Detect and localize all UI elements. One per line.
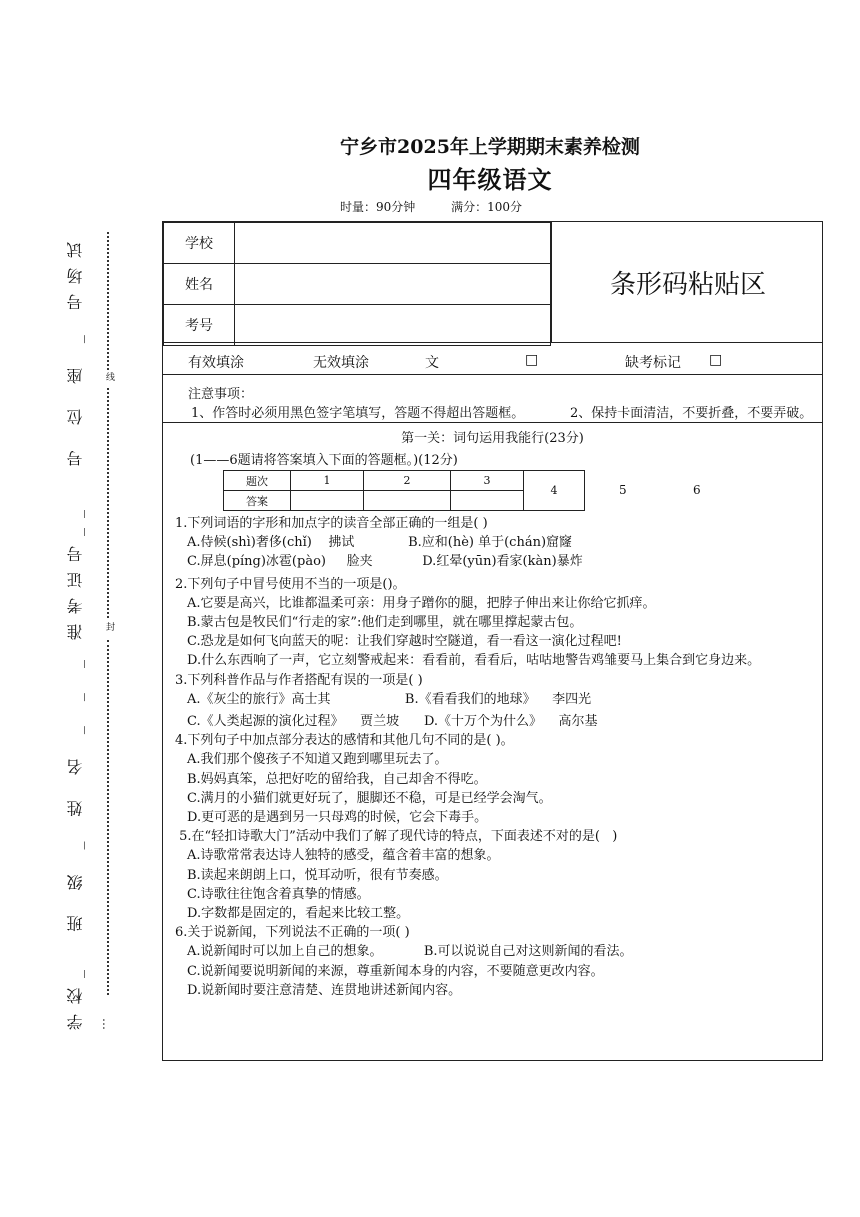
grid-number: 5: [619, 483, 627, 497]
divider: [163, 374, 822, 375]
option: B.妈妈真笨，总把好吃的留给我，自己却舍不得吃。: [187, 771, 487, 787]
invalid-fill-sample: 文: [425, 355, 439, 371]
line-mark: 线: [104, 372, 114, 381]
row-label-answer: 答案: [224, 491, 291, 511]
exam-meta: [340, 198, 554, 215]
exam-number-label: 考号: [164, 305, 235, 346]
question-list: [175, 514, 825, 1000]
option: C.说新闻要说明新闻的来源，尊重新闻本身的内容，不要随意更改内容。: [187, 963, 604, 979]
grid-number: 1: [291, 471, 364, 491]
section-1-title: 第一关：词句运用我能行(23分): [401, 431, 584, 446]
exam-title: 宁乡市2025年上学期期末素养检测: [340, 136, 640, 158]
grid-number: 3: [451, 471, 524, 491]
option: A.侍候(shì)奢侈(chǐ) 拂试 B.应和(hè) 单于(chán)窟窿: [187, 535, 573, 551]
student-info-table: [163, 222, 551, 346]
exam-id-label: 准考证号__: [66, 500, 85, 640]
question-1: 1.下列词语的字形和加点字的读音全部正确的一组是( ): [175, 516, 488, 531]
binding-dotted-line: [107, 232, 109, 370]
school-margin-label: 学校_: [66, 960, 85, 1030]
option: C.屏息(píng)冰雹(pào) 脸夹 D.红晕(yūn)看家(kàn)暴炸: [187, 554, 583, 570]
grid-number: 6: [693, 483, 701, 497]
option: A.诗歌常常表达诗人独特的感受，蕴含着丰富的想象。: [187, 848, 500, 864]
divider: [163, 422, 822, 423]
fill-example-row: [163, 343, 822, 374]
invalid-fill-label: 无效填涂: [313, 355, 369, 371]
question-5: 5.在“轻扣诗歌大门”活动中我们了解了现代诗的特点，下面表述不对的是( ): [175, 829, 618, 845]
option: C.《人类起源的演化过程》 贾兰坡 D.《十万个为什么》 高尔基: [187, 714, 598, 730]
binding-dots: …: [100, 1018, 114, 1030]
answer-cell[interactable]: [451, 491, 524, 511]
seal-mark: 封: [104, 622, 114, 631]
absent-mark-checkbox[interactable]: □: [709, 352, 723, 368]
answer-grid: [223, 470, 585, 511]
notes-title: 注意事项：: [188, 387, 254, 402]
answer-cell[interactable]: [364, 491, 451, 511]
school-field[interactable]: [235, 223, 551, 264]
answer-cell[interactable]: [291, 491, 364, 511]
option: C.满月的小猫们就更好玩了，腿脚还不稳，可是已经学会淘气。: [187, 790, 552, 806]
binding-dotted-line: [107, 640, 109, 995]
answer-sheet: [162, 221, 823, 1061]
option: D.说新闻时要注意清楚、连贯地讲述新闻内容。: [187, 982, 462, 998]
option: C.诗歌往往饱含着真挚的情感。: [187, 886, 370, 902]
valid-fill-label: 有效填涂: [188, 355, 244, 371]
name-field[interactable]: [235, 264, 551, 305]
question-2: 2.下列句子中冒号使用不当的一项是()。: [175, 576, 406, 592]
class-name-label: 班 级 _ 姓 名 _ _ _: [66, 650, 85, 932]
binding-dotted-line: [107, 388, 109, 618]
option: B.蒙古包是牧民们“行走的家”:他们走到哪里，就在哪里撑起蒙古包。: [187, 615, 583, 631]
option: B.读起来朗朗上口，悦耳动听，很有节奏感。: [187, 867, 448, 883]
option: A.它要是高兴，比谁都温柔可亲：用身子蹭你的腿，把脖子伸出来让你给它抓痒。: [187, 595, 656, 611]
note-item-2: 2、保持卡面清洁，不要折叠，不要弄破。: [570, 406, 813, 421]
absent-mark-label: 缺考标记: [625, 355, 681, 371]
note-item-1: 1、作答时必须用黑色签字笔填写，答题不得超出答题框。: [191, 406, 525, 421]
option: D.字数都是固定的，看起来比较工整。: [187, 906, 410, 922]
option: A.我们那个傻孩子不知道又跑到哪里玩去了。: [187, 752, 448, 768]
time-limit: 时量：90分钟: [340, 200, 416, 214]
invalid-fill-box: □: [525, 352, 539, 368]
option: D.什么东西响了一声，它立刻警戒起来：看看前，看看后，咕咕地警告鸡雏要马上集合到它身边来。: [187, 653, 761, 669]
option: D.更可恶的是遇到另一只母鸡的时候，它会下毒手。: [187, 810, 488, 826]
option: C.恐龙是如何飞向蓝天的呢：让我们穿越时空隧道，看一看这一演化过程吧!: [187, 634, 622, 650]
full-score: 满分：100分: [451, 200, 523, 214]
exam-number-field[interactable]: [235, 305, 551, 346]
question-4: 4.下列句子中加点部分表达的感情和其他几句不同的是( )。: [175, 733, 514, 749]
question-3: 3.下列科普作品与作者搭配有误的一项是( ): [175, 672, 423, 688]
school-label: 学校: [164, 223, 235, 264]
subject-title: 四年级语文: [427, 165, 553, 194]
name-label: 姓名: [164, 264, 235, 305]
barcode-area: 条形码粘贴区: [551, 222, 824, 342]
option: A.说新闻时可以加上自己的想象。 B.可以说说自己对这则新闻的看法。: [187, 944, 633, 960]
grid-number: 2: [364, 471, 451, 491]
option: A.《灰尘的旅行》高士其 B.《看看我们的地球》 李四光: [187, 691, 592, 707]
row-label-number: 题次: [224, 471, 291, 491]
grid-number: 4: [524, 471, 585, 511]
section-1-instructions: (1——6题请将答案填入下面的答题框。)(12分): [190, 453, 458, 468]
question-6: 6.关于说新闻，下列说法不正确的一项( ): [175, 925, 410, 941]
seat-number-label: 号 位 座 _ 号场试: [66, 232, 85, 467]
